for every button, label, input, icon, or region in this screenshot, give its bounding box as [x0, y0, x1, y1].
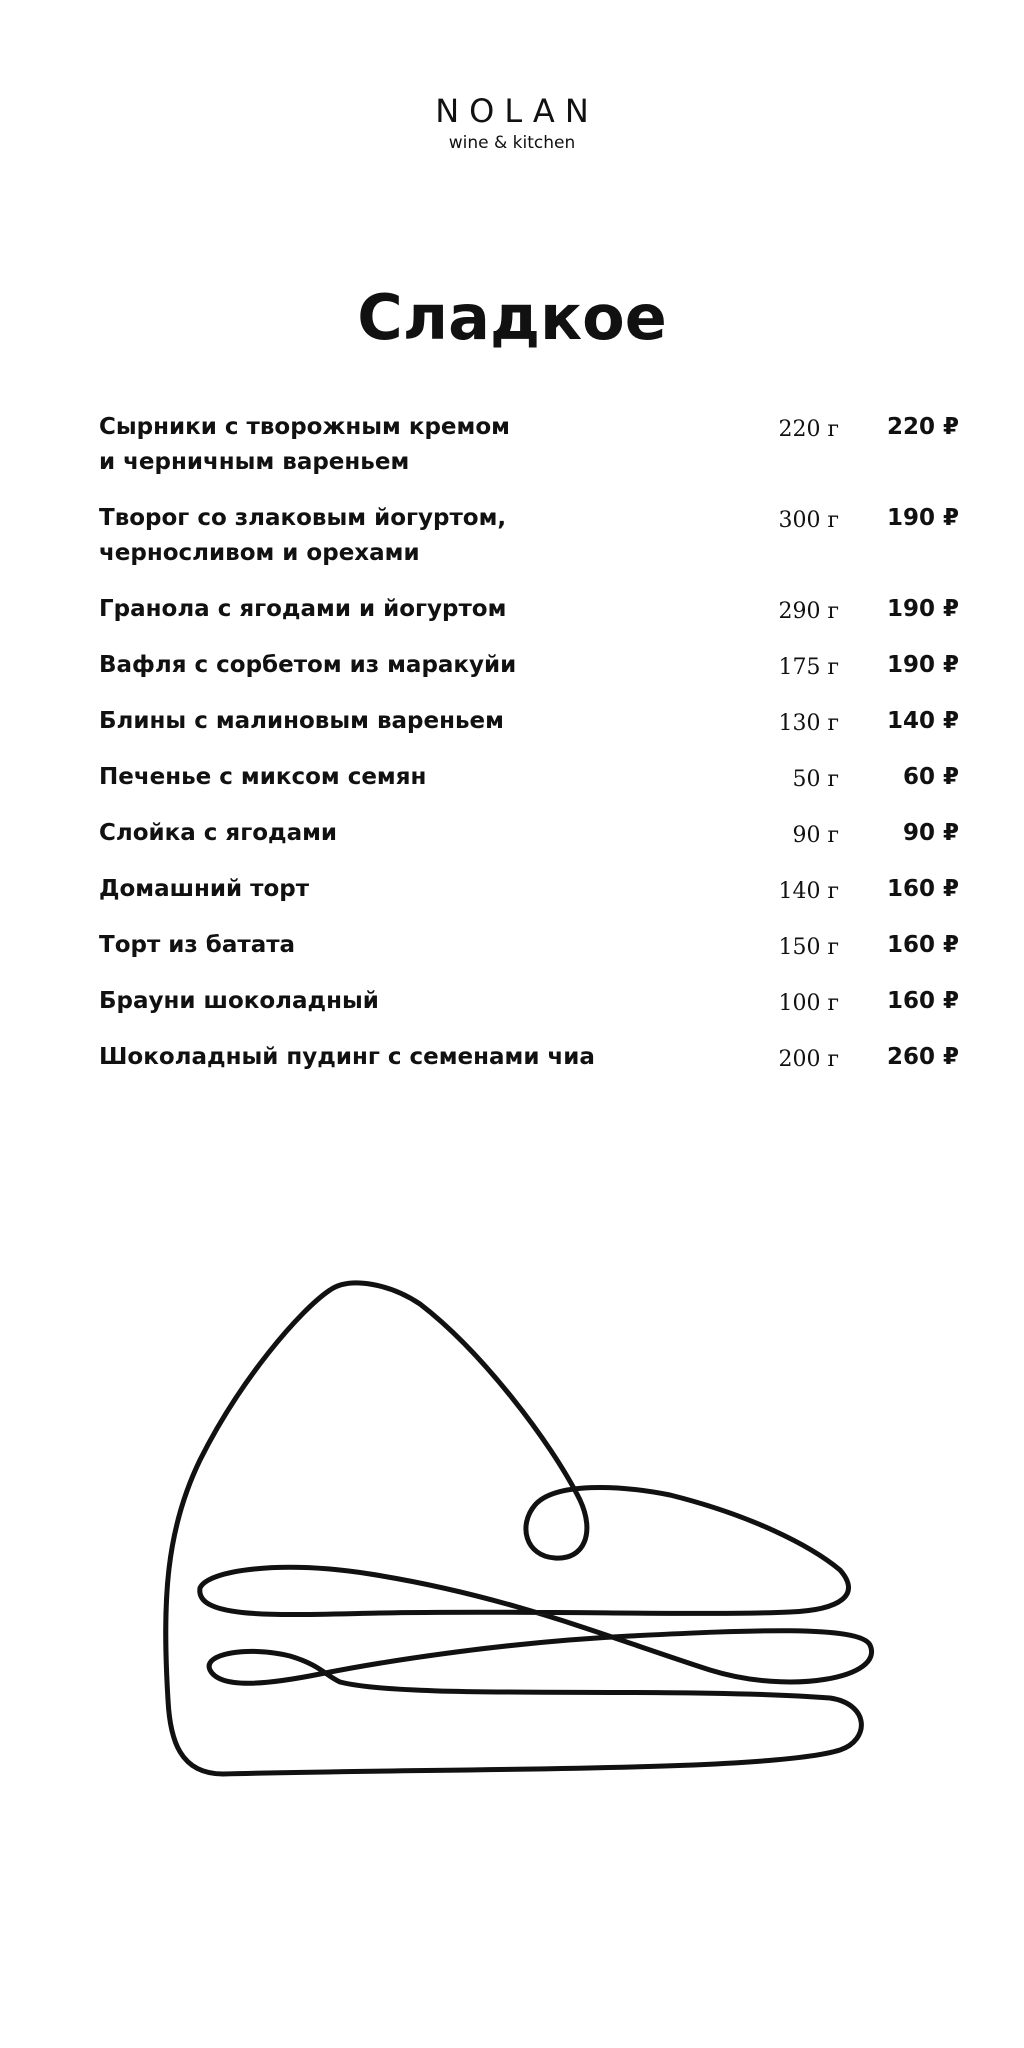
menu-item-name: Торт из батата	[99, 932, 296, 958]
menu-item-weight: 150 г	[778, 935, 839, 960]
menu-item-price: 260 ₽	[886, 1044, 959, 1070]
menu-item	[99, 1040, 959, 1075]
menu-item	[99, 501, 959, 571]
menu-item-weight: 220 г	[778, 417, 839, 442]
section-title: Сладкое	[357, 281, 667, 354]
menu-item-weight: 290 г	[778, 599, 839, 624]
menu-item-price: 160 ₽	[886, 932, 959, 958]
menu-item-name: Блины с малиновым вареньем	[99, 708, 504, 734]
menu-item	[99, 928, 959, 963]
menu-item-name: Домашний торт	[99, 876, 310, 902]
menu-item-price: 90 ₽	[902, 820, 959, 846]
menu-item-price: 220 ₽	[886, 414, 959, 440]
cake-outline-path	[166, 1283, 872, 1774]
menu-item	[99, 816, 959, 851]
menu-item	[99, 648, 959, 683]
menu-item	[99, 410, 959, 480]
menu-item-weight: 140 г	[778, 879, 839, 904]
menu-item	[99, 872, 959, 907]
menu-item-name: Гранола с ягодами и йогуртом	[99, 596, 507, 622]
menu-item	[99, 760, 959, 795]
menu-item-name: Шоколадный пудинг с семенами чиа	[99, 1044, 595, 1070]
menu-item-name: Слойка с ягодами	[99, 820, 338, 846]
menu-item-weight: 50 г	[792, 767, 839, 792]
menu-item-weight: 200 г	[778, 1047, 839, 1072]
menu-item	[99, 592, 959, 627]
menu-item-weight: 300 г	[778, 508, 839, 533]
menu-item-weight: 100 г	[778, 991, 839, 1016]
menu-item-weight: 130 г	[778, 711, 839, 736]
brand-tagline: wine & kitchen	[448, 133, 576, 153]
menu-list	[99, 410, 959, 1096]
menu-item-name: Творог со злаковым йогуртом, черносливом и орехами	[99, 505, 507, 566]
menu-item-price: 160 ₽	[886, 876, 959, 902]
menu-item	[99, 984, 959, 1019]
menu-item-name: Брауни шоколадный	[99, 988, 379, 1014]
menu-item-price: 190 ₽	[886, 652, 959, 678]
menu-item-price: 190 ₽	[886, 505, 959, 531]
menu-item-weight: 90 г	[792, 823, 839, 848]
brand-name: NOLAN	[435, 92, 599, 130]
menu-item-price: 140 ₽	[886, 708, 959, 734]
menu-item-price: 160 ₽	[886, 988, 959, 1014]
menu-item-price: 60 ₽	[902, 764, 959, 790]
menu-item-name: Сырники с творожным кремом и черничным вареньем	[99, 414, 510, 475]
menu-item-price: 190 ₽	[886, 596, 959, 622]
menu-item-weight: 175 г	[778, 655, 839, 680]
menu-item-name: Вафля с сорбетом из маракуйи	[99, 652, 517, 678]
menu-item	[99, 704, 959, 739]
cake-slice-icon	[150, 1270, 890, 1790]
brand-logo	[0, 92, 1024, 154]
menu-item-name: Печенье с миксом семян	[99, 764, 427, 790]
